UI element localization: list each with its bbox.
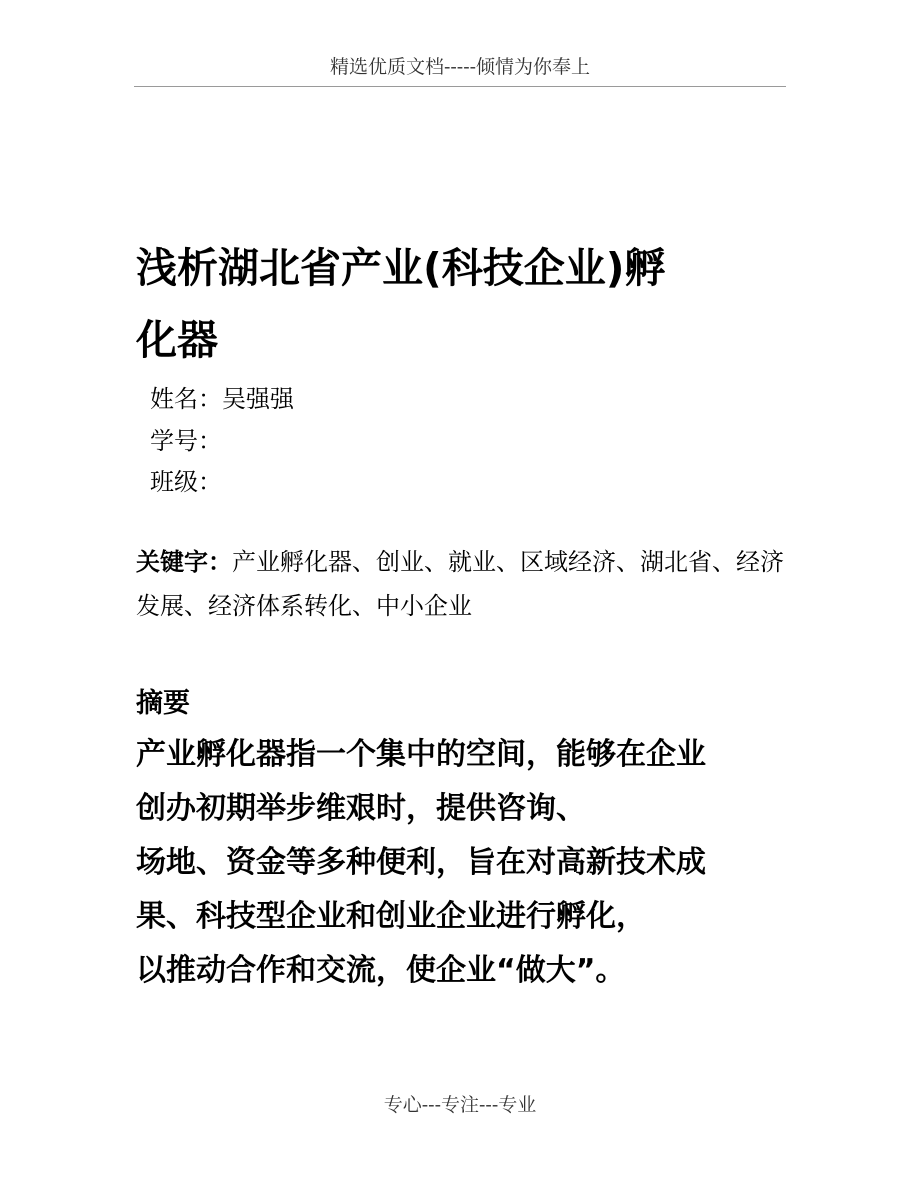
abstract-line: 产业孵化器指一个集中的空间，能够在企业 [136,737,706,772]
abstract-line: 以推动合作和交流，使企业“做大”。 [136,953,626,988]
keywords-label: 关键字： [136,548,232,576]
keywords-paragraph [136,540,786,628]
student-id: 学号： [150,427,222,455]
document-title [136,232,786,376]
abstract-heading: 摘要 [136,688,190,719]
keywords-text: 产业孵化器、创业、就业、区域经济、湖北省、经济发展、经济体系转化、中小企业 [136,548,784,620]
class-field: 班级： [150,468,222,496]
abstract-body [136,728,786,998]
abstract-line: 场地、资金等多种便利，旨在对高新技术成 [136,845,706,880]
abstract-line: 果、科技型企业和创业企业进行孵化， [136,899,646,934]
page-footer: 专心---专注---专业 [383,1094,537,1116]
header-divider [134,86,786,87]
author-name: 姓名：吴强强 [150,385,294,413]
title-line-1: 浅析湖北省产业(科技企业)孵 [136,244,666,292]
title-line-2: 化器 [136,316,218,364]
page-header: 精选优质文档-----倾情为你奉上 [329,56,591,78]
abstract-line: 创办初期举步维艰时，提供咨询、 [136,791,586,826]
